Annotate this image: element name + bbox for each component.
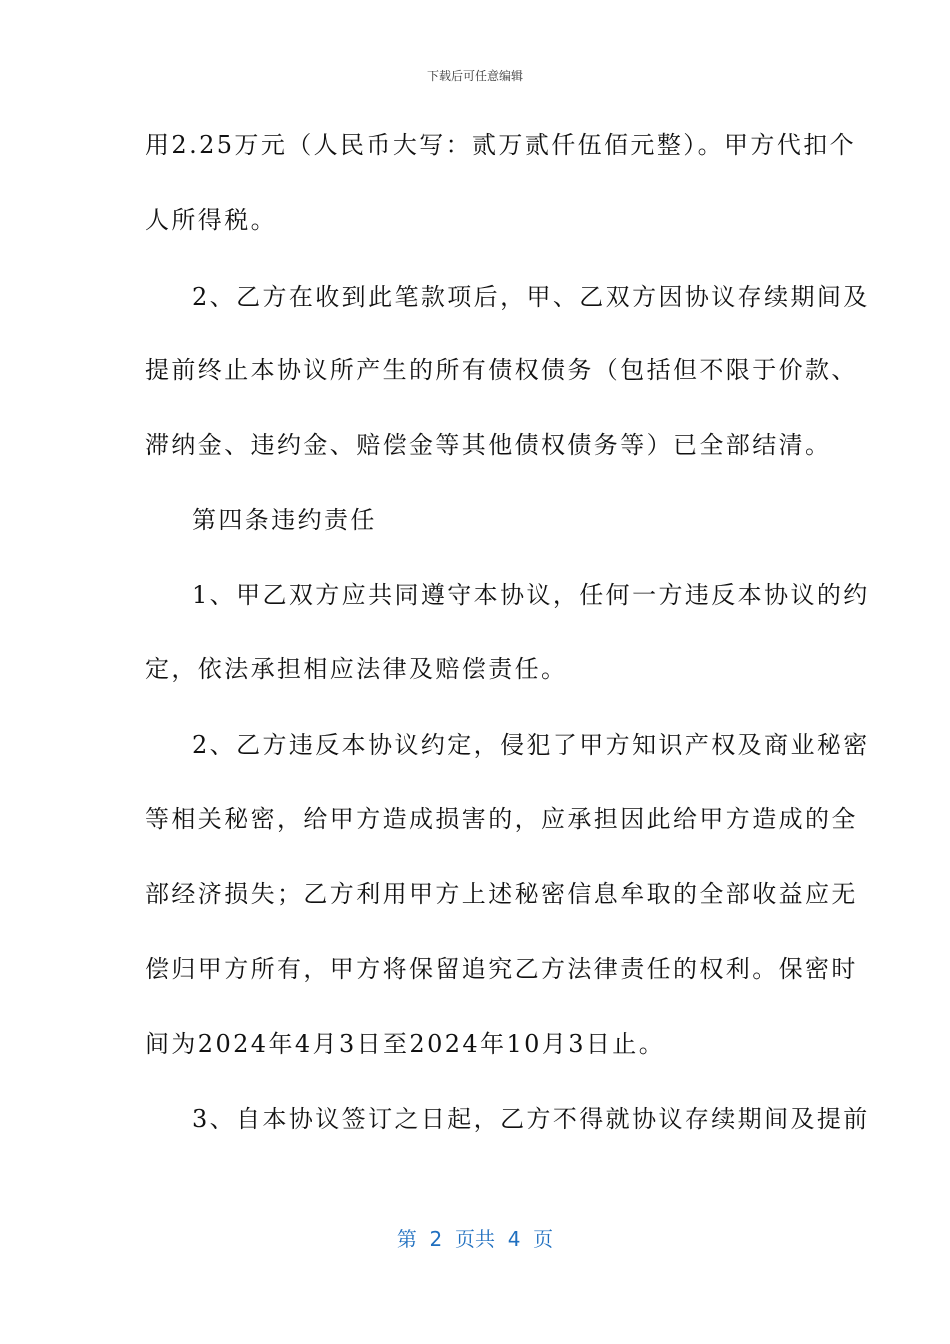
body-line: 部经济损失；乙方利用甲方上述秘密信息牟取的全部收益应无 [145,880,858,908]
body-line: 间为2024年4月3日至2024年10月3日止。 [145,1030,666,1058]
body-line: 用2.25万元（人民币大写：贰万贰仟伍佰元整）。甲方代扣个 [145,131,857,159]
page-number-footer: 第 2 页共 4 页 [396,1227,554,1251]
body-line: 1、甲乙双方应共同遵守本协议，任何一方违反本协议的约 [192,581,870,609]
body-line: 滞纳金、违约金、赔偿金等其他债权债务等）已全部结清。 [145,431,832,459]
body-line: 提前终止本协议所产生的所有债权债务（包括但不限于价款、 [145,356,858,384]
body-line: 人所得税。 [145,206,277,234]
body-line: 定，依法承担相应法律及赔偿责任。 [145,655,568,683]
body-line: 3、自本协议签订之日起，乙方不得就协议存续期间及提前 [192,1105,870,1133]
section-heading: 第四条违约责任 [192,506,377,534]
body-line: 等相关秘密，给甲方造成损害的，应承担因此给甲方造成的全 [145,805,858,833]
body-line: 2、乙方在收到此笔款项后，甲、乙双方因协议存续期间及 [192,283,870,311]
page-header: 下载后可任意编辑 [426,69,523,83]
body-line: 2、乙方违反本协议约定，侵犯了甲方知识产权及商业秘密 [192,731,870,759]
body-line: 偿归甲方所有，甲方将保留追究乙方法律责任的权利。保密时 [145,955,858,983]
